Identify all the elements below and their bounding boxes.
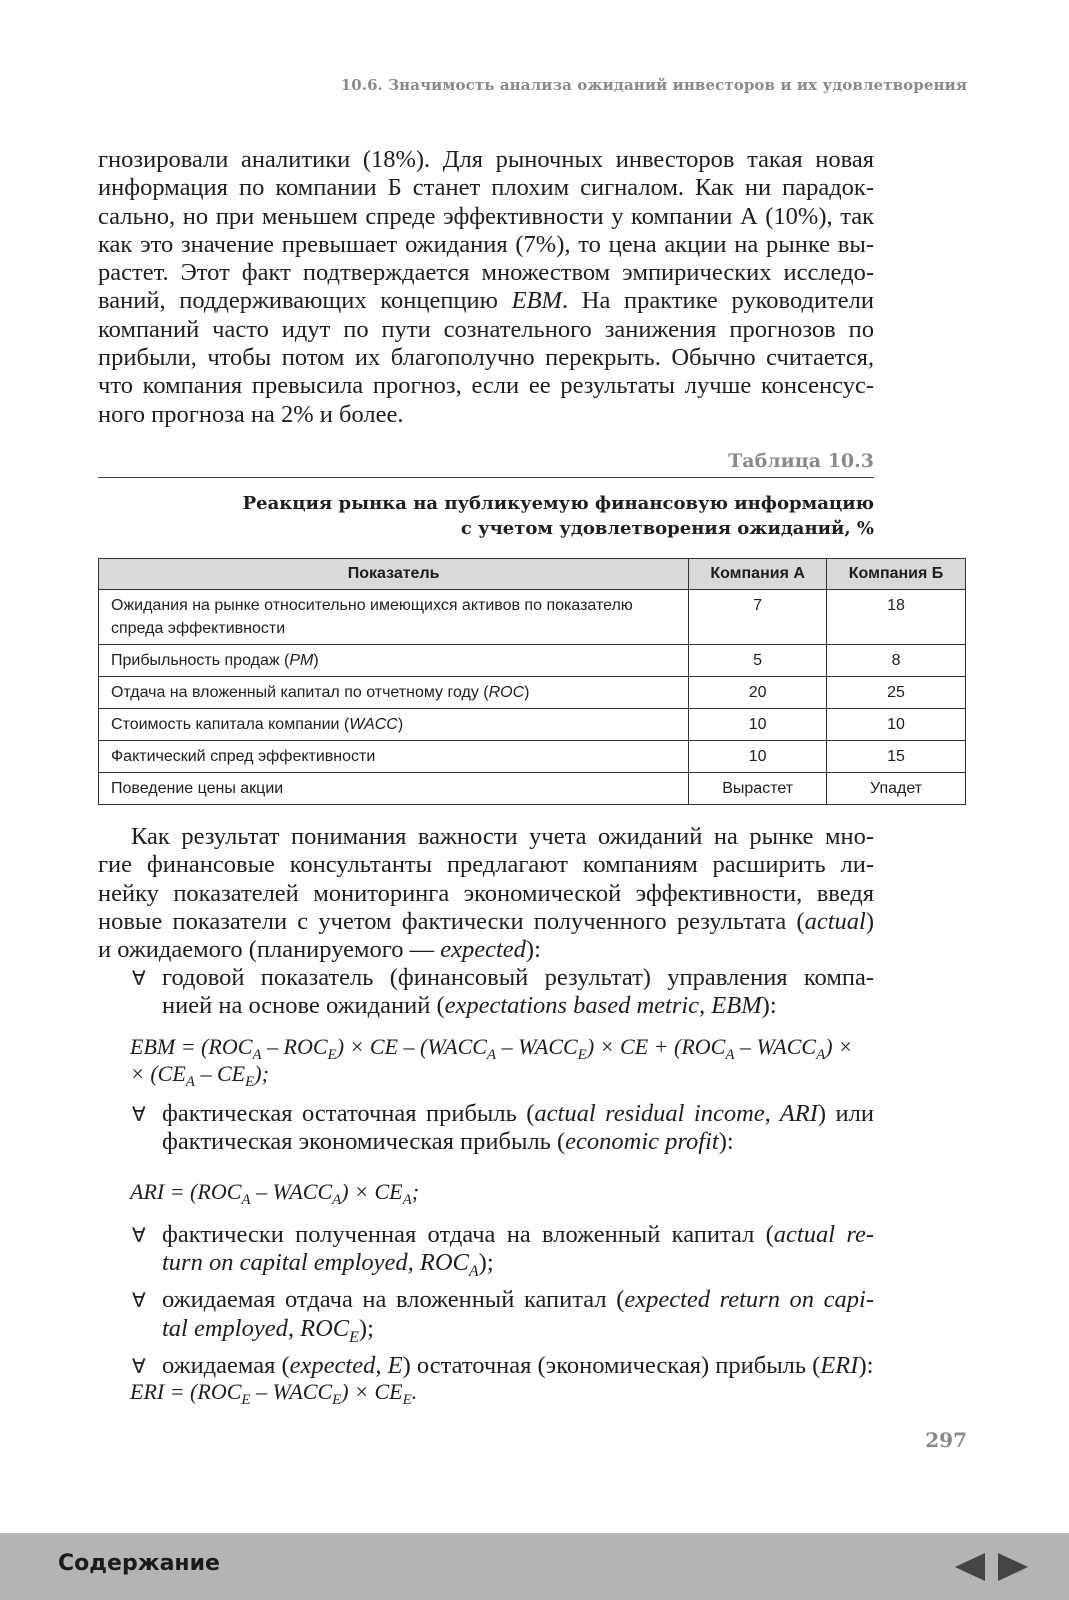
bullet-item: ∀ фактически полученная отдача на вложенный капитал (actual re- turn on capital employed, $ROC_A$); [132,1221,874,1281]
next-page-icon[interactable] [998,1553,1028,1581]
data-table [98,558,966,805]
formula-eri [130,1378,418,1408]
table-row [99,645,966,677]
text-line: новые показатели с учетом фактически полученного результата (actual) [98,907,874,935]
check-bullet-icon: ∀ [132,1223,146,1247]
value-company-a: 20 [689,677,827,709]
value-company-b: 18 [827,590,966,645]
value-company-b: 15 [827,741,966,773]
footer-navigation-bar [0,1533,1069,1600]
text-line: ваний, поддерживающих концепцию EBM. На практике руководители [98,287,874,315]
column-header: Компания А [689,559,827,590]
value-company-a: Вырастет [689,773,827,805]
bullet-item: ∀ ожидаемая отдача на вложенный капитал (expected return on capi- tal employed, $ROC_E$); [132,1286,874,1346]
table-header-row [99,559,966,590]
formula-ari [130,1178,420,1208]
value-company-a: 7 [689,590,827,645]
value-company-b: 25 [827,677,966,709]
formula-line: ERI = ($ROC_E$ – $WACC_E) \times CE_E$. [130,1379,418,1408]
text-line: гие финансовые консультанты предлагают компаниям расширить ли- [98,851,874,879]
check-bullet-icon: ∀ [132,966,146,990]
bullet-item: ∀ годовой показатель (финансовый результат) управления компа- нией на основе ожиданий (expectations based metric, EBM): [132,964,874,1020]
table-row [99,741,966,773]
table-of-contents-link[interactable]: Содержание [58,1551,220,1576]
table-row [99,709,966,741]
formula-line: × $(CE_A - CE_E)$; [130,1061,269,1090]
running-head: 10.6. Значимость анализа ожиданий инвесторов и их удовлетворения [340,76,967,94]
check-bullet-icon: ∀ [132,1102,146,1126]
table-row [99,773,966,805]
text-line: сально, но при меньшем спреде эффективности у компании А (10%), так [98,202,874,230]
value-company-a: 5 [689,645,827,677]
text-line: как это значение превышает ожидания (7%), то цена акции на рынке вы- [98,230,874,258]
text-line: и ожидаемого (планируемого — expected): [98,936,541,964]
column-header: Показатель [99,559,689,590]
text-line: компаний часто идут по пути сознательного занижения прогнозов по [98,315,874,343]
formula-line: ARI = ($ROC_A$ – $WACC_A) \times CE_A$; [130,1179,420,1208]
value-company-a: 10 [689,741,827,773]
column-header: Компания Б [827,559,966,590]
row-label: Фактический спред эффективности [99,741,689,773]
row-label: Поведение цены акции [99,773,689,805]
row-label: Ожидания на рынке относительно имеющихся активов по показателю спреда эффективности [99,590,689,645]
value-company-b: Упадет [827,773,966,805]
formula-ebm [130,1033,853,1090]
check-bullet-icon: ∀ [132,1288,146,1313]
bullet-item: ∀ ожидаемая (expected, E) остаточная (экономическая) прибыль (ERI): [132,1351,874,1379]
page-number: 297 [925,1428,967,1452]
text-line: ного прогноза на 2% и более. [98,400,404,428]
row-label: Прибыльность продаж (PM) [99,645,689,677]
table-row [99,590,966,645]
text-line: Как результат понимания важности учета ожиданий на рынке мно- [131,823,874,850]
paragraph-1 [98,146,874,429]
text-line: прибыли, чтобы потом их благополучно перекрыть. Обычно считается, [98,344,874,372]
paragraph-2 [98,823,874,964]
text-line: растет. Этот факт подтверждается множеством эмпирических исследо- [98,259,874,287]
table-number: Таблица 10.3 [728,450,874,472]
table-caption: Реакция рынка на публикуемую финансовую информацию с учетом удовлетворения ожиданий, % [242,493,874,539]
row-label: Отдача на вложенный капитал по отчетному году (ROC) [99,677,689,709]
previous-page-icon[interactable] [955,1553,985,1581]
formula-line: EBM = $(ROC_A - ROC_E)$ × CE – ($WACC_A$ – $WACC_E$) × CE + ($ROC_A$ – $WACC_A$) × [130,1034,853,1063]
text-line: информация по компании Б станет плохим сигналом. Как ни парадок- [98,174,874,202]
value-company-b: 10 [827,709,966,741]
text-line: что компания превысила прогноз, если ее результаты лучше консенсус- [98,372,874,400]
text-line: нейку показателей мониторинга экономической эффективности, введя [98,879,874,907]
bullet-list [98,1221,874,1380]
value-company-b: 8 [827,645,966,677]
check-bullet-icon: ∀ [132,1353,146,1378]
bullet-item: ∀ фактическая остаточная прибыль (actual residual income, ARI) или фактическая экономическая прибыль (economic profit): [132,1100,874,1156]
table-rule [98,477,874,478]
row-label: Стоимость капитала компании (WACC) [99,709,689,741]
text-line: гнозировали аналитики (18%). Для рыночных инвесторов такая новая [98,146,874,173]
table-row [99,677,966,709]
value-company-a: 10 [689,709,827,741]
